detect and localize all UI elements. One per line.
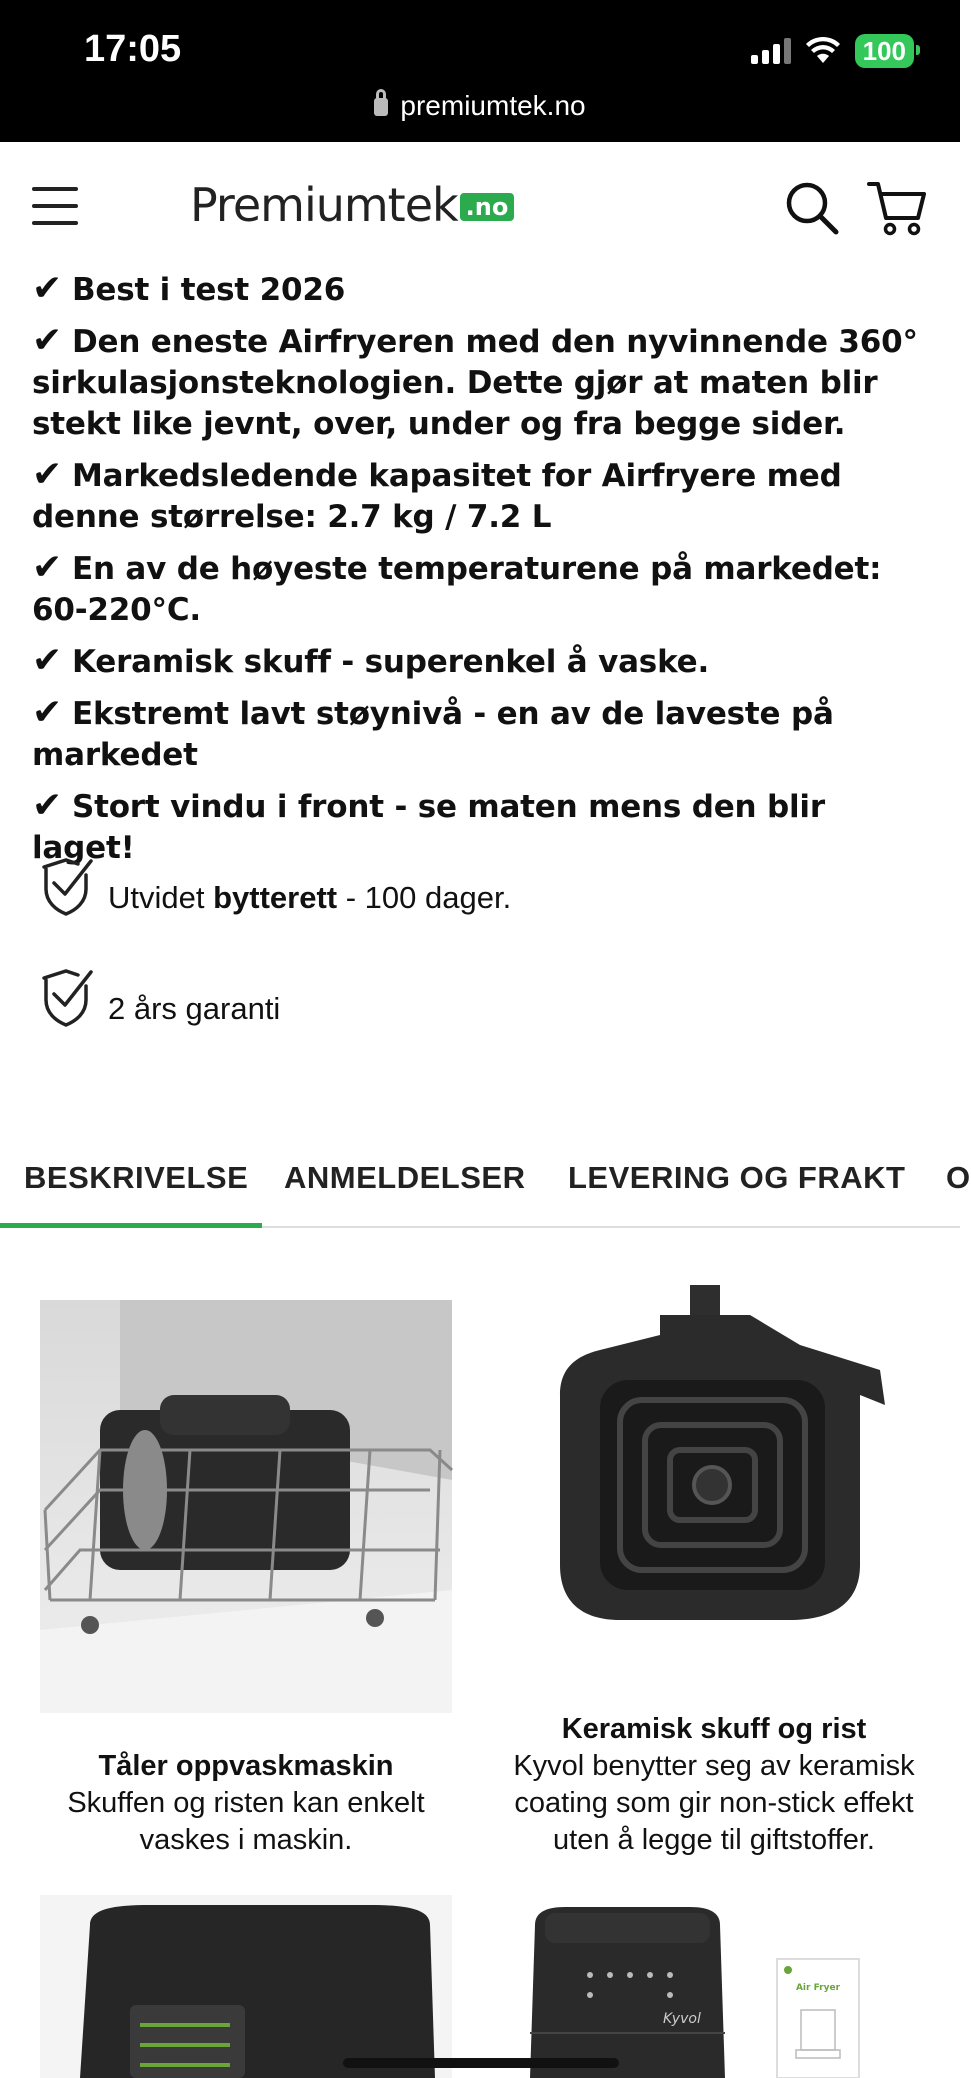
feature-list	[32, 268, 932, 878]
home-indicator[interactable]	[343, 2058, 619, 2068]
airfryer-front-product-image	[520, 1905, 730, 2078]
logo-badge: .no	[460, 193, 515, 221]
tab-reviews[interactable]: ANMELDELSER	[284, 1160, 526, 1195]
checkmark-icon: ✔	[32, 320, 62, 361]
lock-icon	[374, 98, 388, 116]
active-tab-indicator	[0, 1223, 262, 1228]
feature-item: ✔ Markedsledende kapasitet for Airfryere med denne størrelse: 2.7 kg / 7.2 L	[32, 454, 842, 535]
wifi-icon	[805, 37, 841, 65]
exchange-policy	[38, 855, 511, 917]
checkmark-icon: ✔	[32, 692, 62, 733]
caption-title: Keramisk skuff og rist	[561, 1713, 867, 1745]
product-tabs	[0, 1140, 971, 1228]
search-icon[interactable]	[784, 180, 840, 236]
feature-item: ✔ Best i test 2026	[32, 268, 346, 309]
status-time: 17:05	[84, 28, 182, 70]
cellular-signal-icon	[751, 38, 791, 64]
menu-icon[interactable]	[32, 187, 78, 227]
device-brand-text: Kyvol	[663, 2011, 701, 2027]
shield-check-icon	[38, 966, 94, 1028]
status-bar	[0, 0, 960, 142]
exchange-text: Utvidet bytterett - 100 dager.	[108, 880, 512, 915]
warranty-text: 2 års garanti	[108, 991, 281, 1026]
product-caption	[508, 1711, 920, 1859]
logo-text: Premiumtek	[190, 178, 458, 232]
manual-title-text: Air Fryer	[795, 1983, 841, 1993]
shield-check-icon	[38, 855, 94, 917]
battery-icon: 100	[855, 34, 914, 68]
feature-item: ✔ Stort vindu i front - se maten mens den blir laget!	[32, 785, 825, 866]
user-manual-image	[776, 1958, 860, 2078]
feature-item: ✔ Ekstremt lavt støynivå - en av de laveste på markedet	[32, 692, 834, 773]
warranty-info	[38, 966, 280, 1028]
tab-more[interactable]: O	[946, 1160, 971, 1195]
feature-item: ✔ En av de høyeste temperaturene på markedet: 60-220°C.	[32, 547, 882, 628]
tab-description[interactable]: BESKRIVELSE	[24, 1160, 249, 1195]
dishwasher-product-image	[40, 1300, 452, 1713]
checkmark-icon: ✔	[32, 640, 62, 681]
cart-icon[interactable]	[866, 178, 928, 238]
feature-item: ✔ Keramisk skuff - superenkel å vaske.	[32, 640, 710, 681]
url-text: premiumtek.no	[400, 90, 586, 121]
checkmark-icon: ✔	[32, 268, 62, 309]
site-header	[0, 142, 960, 272]
checkmark-icon: ✔	[32, 547, 62, 588]
caption-text: Skuffen og risten kan enkelt vaskes i maskin.	[67, 1787, 425, 1856]
site-logo[interactable]	[190, 178, 514, 232]
address-bar[interactable]	[0, 90, 960, 122]
checkmark-icon: ✔	[32, 454, 62, 495]
tab-delivery[interactable]: LEVERING OG FRAKT	[568, 1160, 906, 1195]
ceramic-basket-product-image	[540, 1285, 890, 1635]
airfryer-window-product-image	[40, 1895, 452, 2078]
caption-title: Tåler oppvaskmaskin	[98, 1750, 394, 1782]
status-icons	[751, 34, 914, 68]
feature-item: ✔ Den eneste Airfryeren med den nyvinnende 360° sirkulasjonsteknologien. Dette gjør at maten blir stekt like jevnt, over, under og fra begge sider.	[32, 320, 918, 442]
caption-text: Kyvol benytter seg av keramisk coating som gir non-stick effekt uten å legge til giftstoffer.	[513, 1750, 915, 1856]
product-caption	[40, 1748, 452, 1859]
checkmark-icon: ✔	[32, 785, 62, 826]
